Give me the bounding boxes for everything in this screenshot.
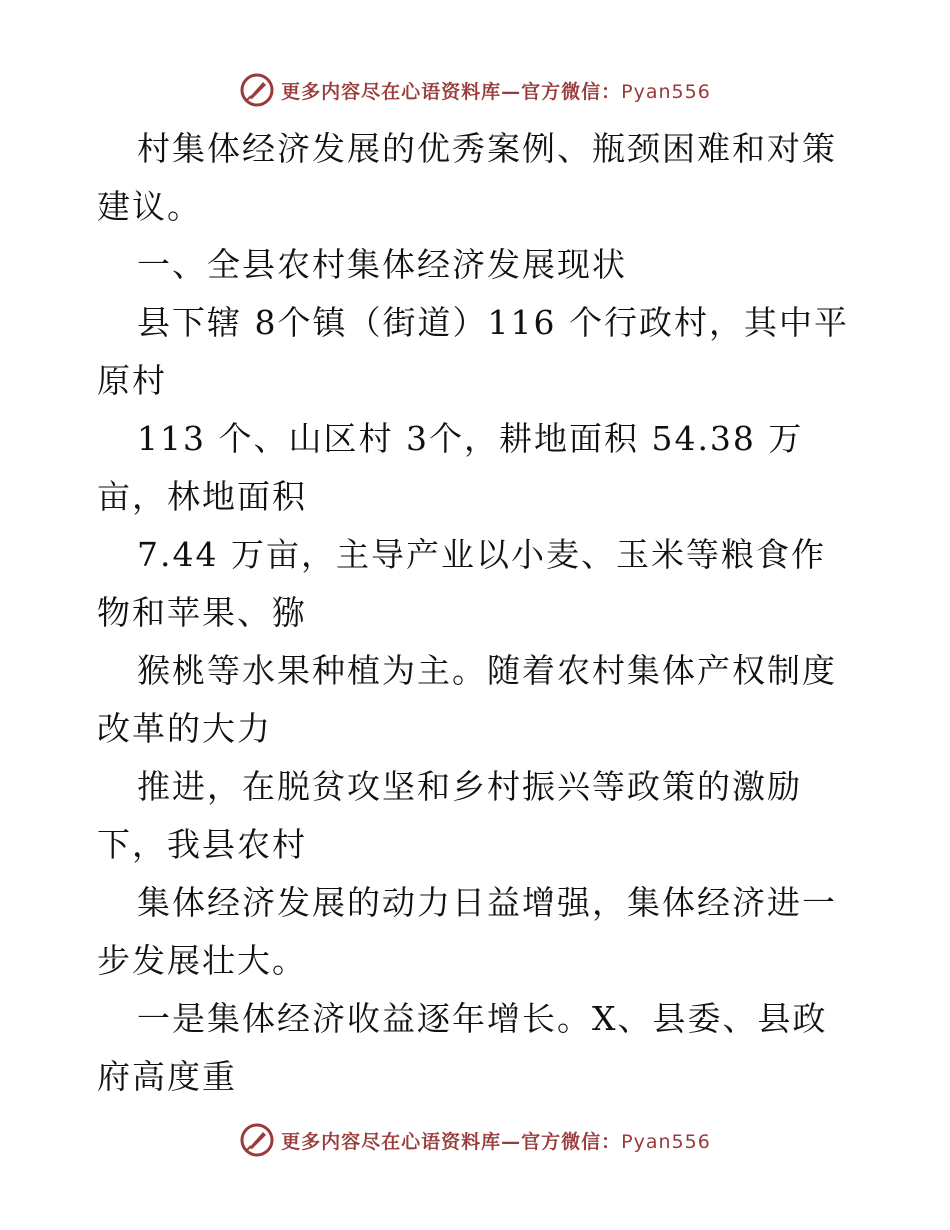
paragraph: 一是集体经济收益逐年增长。X、县委、县政府高度重 bbox=[97, 999, 828, 1096]
quill-logo-icon bbox=[239, 72, 275, 108]
footer-watermark bbox=[0, 1120, 950, 1160]
watermark-account: Pyan556 bbox=[621, 80, 711, 103]
paragraph: 集体经济发展的动力日益增强，集体经济进一步发展壮大。 bbox=[97, 883, 837, 980]
watermark-label: 更多内容尽在心语资料库—官方微信：Pyan556 bbox=[281, 80, 711, 103]
paragraph: 113 个、山区村 3个，耕地面积 54.38 万亩，林地面积 bbox=[97, 419, 804, 516]
paragraph: 7.44 万亩，主导产业以小麦、玉米等粮食作物和苹果、猕 bbox=[97, 535, 826, 632]
paragraph: 县下辖 8个镇（街道）116 个行政村，其中平原村 bbox=[97, 303, 849, 400]
quill-logo-icon bbox=[239, 1122, 275, 1158]
paragraph: 推进，在脱贫攻坚和乡村振兴等政策的激励下，我县农村 bbox=[97, 767, 802, 864]
header-watermark bbox=[0, 70, 950, 110]
section-heading: 一、全县农村集体经济发展现状 bbox=[137, 245, 627, 284]
document-body bbox=[97, 120, 857, 1106]
watermark-label: 更多内容尽在心语资料库—官方微信：Pyan556 bbox=[281, 1130, 711, 1153]
paragraph: 猴桃等水果种植为主。随着农村集体产权制度改革的大力 bbox=[97, 651, 837, 748]
paragraph: 村集体经济发展的优秀案例、瓶颈困难和对策建议。 bbox=[97, 129, 837, 226]
watermark-account: Pyan556 bbox=[621, 1130, 711, 1153]
